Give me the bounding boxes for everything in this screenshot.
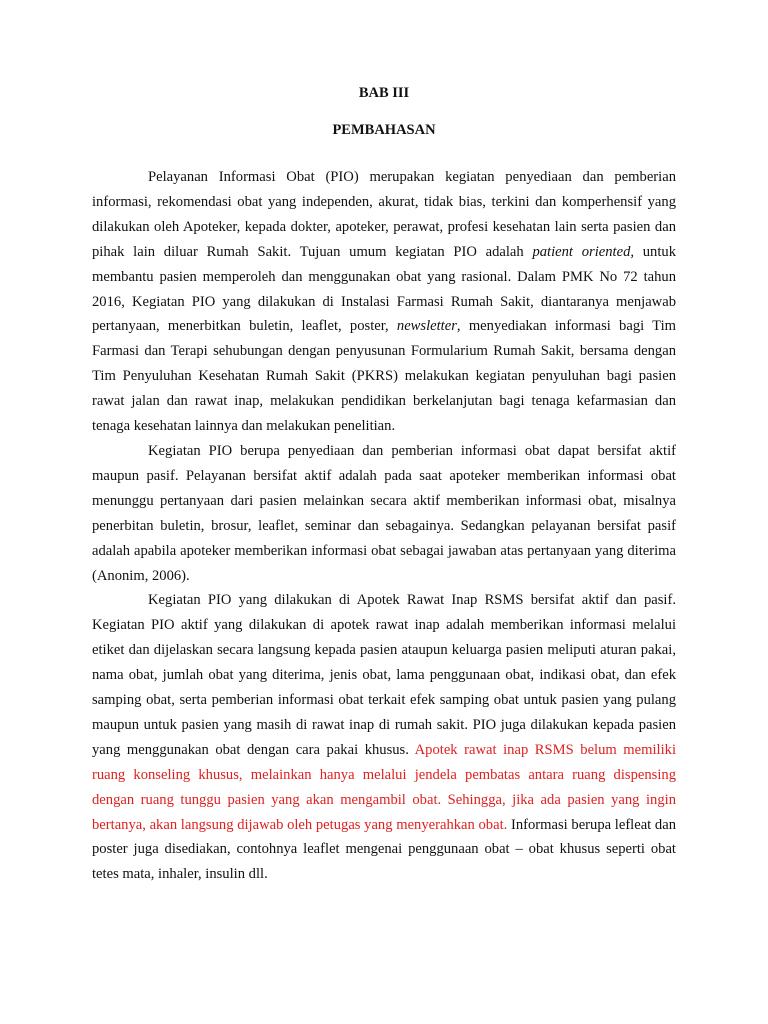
- text-segment: , menyediakan informasi bagi Tim Farmasi dan Terapi sehubungan dengan penyusunan Formularium Rumah Sakit, bersama dengan Tim Penyuluhan Kesehatan Rumah Sakit (PKRS) melakukan kegiatan penyuluhan bagi pasien rawat jalan dan rawat inap, melakukan pendidikan berkelanjutan bagi tenaga kefarmasian dan tenaga kesehatan lainnya dan melakukan penelitian.: [92, 318, 676, 435]
- text-segment: Kegiatan PIO yang dilakukan di Apotek Rawat Inap RSMS bersifat aktif dan pasif. Kegiatan PIO aktif yang dilakukan di apotek rawat inap adalah memberikan informasi melalui etiket dan dijelaskan secara langsung kepada pasien ataupun keluarga pasien meliputi aturan pakai, nama obat, jumlah obat yang diterima, jenis obat, lama penggunaan obat, indikasi obat, dan efek samping obat, serta pemberian informasi obat terkait efek samping obat untuk pasien yang pulang maupun untuk pasien yang masih di rawat inap di rumah sakit. PIO juga dilakukan kepada pasien yang menggunakan obat dengan cara pakai khusus.: [92, 592, 676, 758]
- italic-term: patient oriented,: [532, 243, 635, 260]
- chapter-title: PEMBAHASAN: [332, 122, 436, 138]
- text-segment: Kegiatan PIO berupa penyediaan dan pemberian informasi obat dapat bersifat aktif maupun pasif. Pelayanan bersifat aktif adalah pada saat apoteker memberikan informasi obat menunggu pertanyaan dari pasien melainkan secara aktif memberikan informasi obat, misalnya penerbitan buletin, brosur, leaflet, seminar dan sebagainya. Sedangkan pelayanan bersifat pasif adalah apabila apoteker memberikan informasi obat sebagai jawaban atas pertanyaan yang diterima (Anonim, 2006).: [92, 442, 676, 584]
- text-segment: Informasi berupa lefleat dan poster juga disediakan, contohnya leaflet mengenai penggunaan obat – obat khusus seperti obat tetes mata, inhaler, insulin dll.: [92, 816, 676, 883]
- body-text: [92, 165, 676, 887]
- text-segment: untuk membantu pasien memperoleh dan menggunakan obat yang rasional. Dalam PMK No 72 tahun 2016, Kegiatan PIO yang dilakukan di Instalasi Farmasi Rumah Sakit, diantaranya menjawab pertanyaan, menerbitkan buletin, leaflet, poster,: [92, 243, 676, 335]
- paragraph: [92, 439, 676, 588]
- highlighted-text: Apotek rawat inap RSMS belum memiliki ruang konseling khusus, melainkan hanya melalui jendela pembatas antara ruang dispensing dengan ruang tunggu pasien yang akan mengambil obat. Sehingga, jika ada pasien yang ingin bertanya, akan langsung dijawab oleh petugas yang menyerahkan obat.: [92, 741, 676, 833]
- text-segment: Pelayanan Informasi Obat (PIO) merupakan kegiatan penyediaan dan pemberian informasi, rekomendasi obat yang independen, akurat, tidak bias, terkini dan komperhensif yang dilakukan oleh Apoteker, kepada dokter, apoteker, perawat, profesi kesehatan lain serta pasien dan pihak lain diluar Rumah Sakit. Tujuan umum kegiatan PIO adalah: [92, 169, 676, 260]
- paragraph: [92, 165, 676, 439]
- paragraph: [92, 588, 676, 887]
- chapter-heading: BAB III: [358, 85, 410, 101]
- document-page: [92, 84, 676, 887]
- italic-term: newsletter: [396, 318, 457, 335]
